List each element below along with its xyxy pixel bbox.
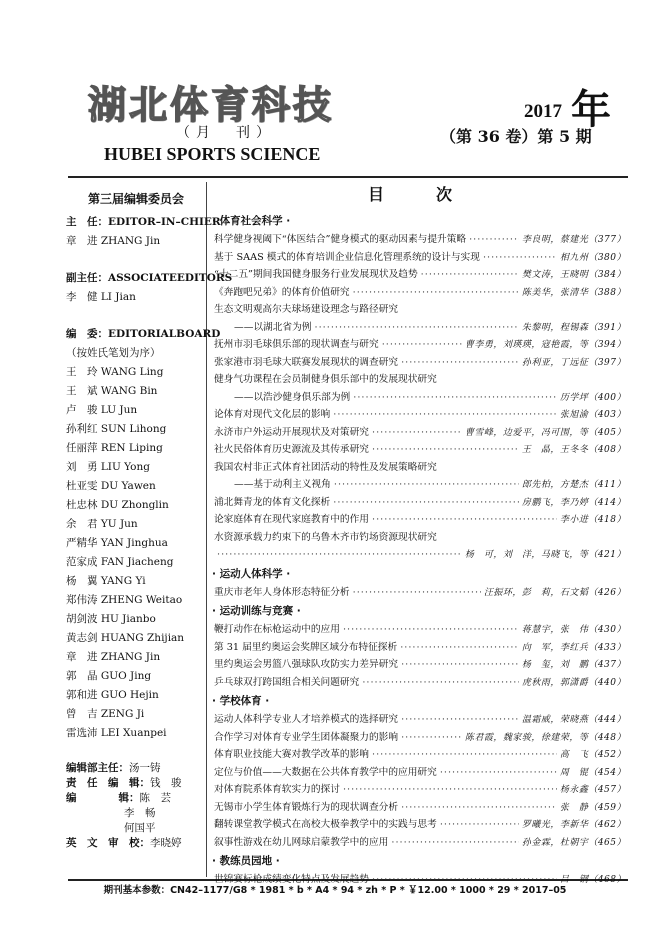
toc-entry[interactable]: [212, 336, 626, 354]
toc-entry-authors-page: 张旭渝（403）: [559, 410, 626, 420]
board-member: 胡剑波 HU Jianbo: [66, 613, 156, 625]
board-member: 杜忠林 DU Zhonglin: [66, 499, 169, 511]
toc-section-heading: · 教练员园地 ·: [212, 855, 280, 867]
toc-entry[interactable]: [212, 354, 626, 372]
toc-entry-title: 论体育对现代文化层的影响: [214, 409, 331, 420]
toc-entry-title: 第 31 届里约奥运会奖牌区域分布特征探析: [214, 641, 398, 653]
board-member: 杨 翼 YANG Yi: [66, 575, 146, 587]
staff-row: [66, 821, 206, 836]
toc-title: 目 次: [367, 185, 470, 204]
toc-entry-authors-page: 相九州（380）: [559, 252, 626, 263]
toc-entry-title: 《奔跑吧兄弟》的体育价值研究: [214, 286, 350, 298]
toc-entry-authors-page: 张 静（459）: [559, 802, 626, 813]
dot-leader: [483, 249, 557, 267]
dot-leader: [401, 711, 519, 729]
staff-role: 编 辑：: [66, 792, 140, 804]
toc-entry[interactable]: [212, 781, 626, 799]
chief-label: 主 任：EDITOR–IN–CHIER: [66, 216, 221, 228]
journal-title-cn: 湖北体育科技: [88, 83, 335, 127]
toc-entry-title-line: 水资源承载力约束下的乌鲁木齐市钓场资源现状研究: [214, 531, 437, 543]
board-member: 郭和进 GUO Hejin: [66, 689, 159, 701]
staff-role: 英 文 审 校：: [66, 837, 150, 849]
dot-leader: [334, 476, 519, 494]
toc-entry-title: 抚州市羽毛球俱乐部的现状调查与研究: [214, 339, 379, 350]
board-member: 王 斌 WANG Bin: [66, 385, 158, 397]
toc-entry[interactable]: [212, 729, 626, 747]
staff-row: [66, 761, 206, 776]
toc-entry-title: ——以湖北省为例: [234, 321, 312, 333]
toc-entry-title: 翻转课堂教学模式在高校大极拳教学中的实践与思考: [214, 819, 437, 830]
dot-leader: [333, 494, 519, 512]
table-of-contents: [212, 180, 626, 889]
chief-name: 章 进 ZHANG Jin: [66, 235, 161, 247]
dot-leader: [469, 231, 519, 249]
dot-leader: [421, 266, 519, 284]
toc-entry-title: 重庆市老年人身体形态特征分析: [214, 586, 350, 598]
toc-entry[interactable]: [212, 266, 626, 284]
dot-leader: [353, 389, 557, 407]
journal-frequency: （月 刊）: [176, 125, 276, 141]
toc-entry[interactable]: [212, 764, 626, 782]
toc-entry[interactable]: [212, 424, 626, 442]
board-member: 郑伟涛 ZHENG Weitao: [66, 594, 183, 606]
board-member: 任丽萍 REN Liping: [66, 442, 163, 454]
dot-leader: [440, 764, 557, 782]
toc-entry[interactable]: [212, 511, 626, 529]
dot-leader: [362, 674, 519, 692]
board-member: 郭 晶 GUO Jing: [66, 670, 152, 682]
toc-section-heading: · 体育社会科学 ·: [212, 215, 291, 227]
associate-label: 副主任：ASSOCIATEEDITORS: [66, 272, 233, 284]
toc-entry-title: 对体育院系体育软实力的探讨: [214, 784, 340, 795]
dot-leader: [382, 336, 462, 354]
toc-entry-authors-page: 陈美华，张清华（388）: [521, 287, 626, 298]
board-member: 王 玲 WANG Ling: [66, 366, 164, 378]
toc-entry-title: 永济市户外运动开展现状及对策研究: [214, 426, 369, 438]
journal-title-en: HUBEI SPORTS SCIENCE: [104, 144, 321, 164]
toc-entry-authors-page: 朱黎明，程锡森（391）: [521, 322, 626, 333]
toc-entry-authors-page: 杨 可，刘 洋，马晓飞，等（421）: [464, 550, 626, 560]
toc-entry-authors-page: 虎秋雨，郭潇爵（440）: [521, 677, 626, 688]
staff-name: 汤一铸: [129, 762, 161, 774]
toc-entry-authors-page: 房鹏飞，李乃婷（414）: [521, 497, 626, 508]
toc-entry-title: 浦北舞青龙的体育文化探析: [214, 496, 331, 508]
toc-entry-authors-page: 陈君霞，魏家骏，徐建荣，等（448）: [464, 732, 626, 743]
toc-entry-authors-page: 杨 玺，刘 鹏（437）: [521, 660, 626, 670]
toc-entry[interactable]: [212, 639, 626, 657]
toc-entry-authors-page: 杨永鑫（457）: [559, 785, 626, 795]
dot-leader: [400, 639, 519, 657]
dot-leader: [401, 656, 519, 674]
toc-entry[interactable]: [212, 584, 626, 602]
toc-entry[interactable]: [212, 249, 626, 267]
toc-entry-title: 无锡市小学生体育锻炼行为的现状调查分析: [214, 801, 399, 813]
toc-entry-title: 体育职业技能大赛对教学改革的影响: [214, 749, 369, 760]
toc-entry-authors-page: 温霜威，荣晓燕（444）: [521, 715, 626, 725]
toc-entry[interactable]: [212, 389, 626, 407]
toc-entry[interactable]: [212, 799, 626, 817]
toc-body: [212, 211, 626, 889]
toc-entry-title-line: 我国农村非正式体育社团活动的特性及发展策略研究: [214, 461, 437, 473]
dot-leader: [315, 319, 519, 337]
staff-name: 李晓婷: [150, 837, 182, 849]
issue-year: 2017: [524, 101, 562, 122]
staff-row: [66, 776, 206, 791]
toc-entry-authors-page: 罗曦光，李新华（462）: [521, 820, 626, 830]
toc-entry[interactable]: [212, 746, 626, 764]
dot-leader: [401, 354, 519, 372]
toc-entry-title: ——基于动利主义视角: [234, 479, 331, 490]
toc-entry-title: 里约奥运会男篮八强球队攻防实力差异研究: [214, 659, 399, 670]
toc-entry-authors-page: 蒋慧宇，张 伟（430）: [521, 625, 626, 635]
dot-leader: [353, 284, 519, 302]
staff-name: 陈 芸: [139, 792, 171, 804]
staff-row: [66, 836, 206, 851]
toc-entry[interactable]: [212, 319, 626, 337]
editorial-committee: [66, 190, 233, 851]
toc-entry[interactable]: [212, 406, 626, 424]
board-member-list: [66, 363, 206, 743]
toc-entry-authors-page: 郎先柏，方楚杰（411）: [521, 480, 626, 490]
board-member: 孙利红 SUN Lihong: [66, 423, 167, 435]
column-divider: [206, 182, 207, 877]
dot-leader: [401, 729, 462, 747]
dot-leader: [372, 511, 557, 529]
board-member: 曾 吉 ZENG Ji: [66, 708, 145, 720]
toc-entry[interactable]: [212, 711, 626, 729]
journal-parameters: 期刊基本参数：CN42–1177/G8 * 1981 * b * A4 * 94 * zh * P * ￥12.00 * 1000 * 29 * 2017–05: [103, 885, 567, 896]
top-rule: [68, 176, 628, 178]
toc-entry-authors-page: 李良明，蔡建光（377）: [521, 235, 626, 245]
toc-entry-title: 定位与价值——大数据在公共体育教学中的应用研究: [214, 766, 437, 778]
toc-entry[interactable]: [212, 834, 626, 852]
toc-entry-authors-page: 吕 钢（468）: [559, 875, 626, 885]
toc-entry[interactable]: [212, 231, 626, 249]
toc-entry-authors-page: 高 飞（452）: [559, 750, 626, 760]
toc-entry-authors-page: 曹雪峰，边爱平，冯可围，等（405）: [464, 427, 626, 438]
board-member: 刘 勇 LIU Yong: [66, 461, 150, 473]
toc-entry-authors-page: 汪振环，彭 莉，石文韬（426）: [483, 587, 626, 598]
dot-leader: [440, 816, 519, 834]
staff-role: 编辑部主任：: [66, 762, 129, 774]
toc-entry[interactable]: [212, 441, 626, 459]
board-member: 雷选沛 LEI Xuanpei: [66, 727, 167, 739]
toc-entry-authors-page: 李小进（418）: [559, 515, 626, 525]
staff-name: 李 畅: [124, 807, 156, 819]
toc-entry[interactable]: [212, 546, 626, 564]
toc-entry[interactable]: [212, 494, 626, 512]
toc-entry-title-line: 健身气功课程在会员制健身俱乐部中的发展现状研究: [214, 374, 437, 385]
board-member: 黄志剑 HUANG Zhijian: [66, 632, 185, 644]
dot-leader: [353, 584, 481, 602]
staff-row: [66, 791, 206, 806]
toc-section-heading: · 运动训练与竞赛 ·: [212, 605, 301, 617]
board-member: 卢 骏 LU Jun: [66, 404, 138, 416]
staff-list: [66, 761, 206, 851]
board-note: （按姓氏笔划为序）: [66, 347, 161, 359]
toc-entry-title: 叙事性游戏在幼儿网球启蒙教学中的应用: [214, 836, 389, 848]
toc-entry-authors-page: 历学坪（400）: [559, 392, 626, 403]
toc-entry-authors-page: 孙利亚，丁远征（397）: [521, 357, 626, 368]
board-label: 编 委：EDITORIALBOARD: [66, 328, 221, 340]
toc-entry[interactable]: [212, 476, 626, 494]
toc-entry-authors-page: 向 军，李红兵（433）: [521, 642, 626, 653]
toc-entry-authors-page: 孙金霖，杜朝宇（465）: [521, 837, 626, 848]
dot-leader: [372, 746, 557, 764]
toc-entry-authors-page: 曹李勇，刘瑛瑛，寇艳霞，等（394）: [464, 340, 626, 350]
toc-entry-authors-page: 周 锟（454）: [559, 767, 626, 778]
dot-leader: [217, 546, 462, 564]
issue-year-char: 年: [571, 86, 611, 133]
staff-name: 何国平: [124, 822, 156, 834]
associate-name: 李 健 LI Jian: [66, 291, 136, 303]
toc-entry[interactable]: [212, 284, 626, 302]
staff-name: 钱 骏: [150, 777, 182, 789]
toc-entry-title: 运动人体科学专业人才培养模式的选择研究: [214, 714, 399, 725]
toc-entry-title: 张家港市羽毛球大联赛发展现状的调查研究: [214, 356, 399, 368]
toc-entry-title-line: 生态文明观高尔夫球场建设理念与路径研究: [214, 304, 399, 315]
dot-leader: [333, 406, 557, 424]
toc-entry-title: 乒乓球双打跨国组合相关问题研究: [214, 676, 360, 688]
board-member: 杜亚雯 DU Yawen: [66, 480, 156, 492]
dot-leader: [372, 441, 519, 459]
toc-entry[interactable]: [212, 656, 626, 674]
toc-entry-title: 社火民俗体育历史源流及其传承研究: [214, 444, 369, 455]
staff-row: [66, 806, 206, 821]
toc-entry-title: 鞭打动作在标枪运动中的应用: [214, 624, 340, 635]
toc-entry[interactable]: [212, 816, 626, 834]
toc-entry-title: 基于 SAAS 模式的体育培训企业信息化管理系统的设计与实现: [214, 251, 480, 263]
dot-leader: [401, 799, 557, 817]
toc-entry-title: 科学健身视阈下“体医结合”健身模式的驱动因素与提升策略: [214, 234, 467, 245]
toc-entry-authors-page: 樊文涛，王晓明（384）: [521, 270, 626, 280]
toc-entry-authors-page: 王 晶，王冬冬（408）: [521, 445, 626, 455]
board-member: 严精华 YAN Jinghua: [66, 537, 168, 549]
toc-entry-title: ——以浩沙健身俱乐部为例: [234, 391, 351, 403]
toc-section-heading: · 学校体育 ·: [212, 695, 270, 707]
toc-entry[interactable]: [212, 621, 626, 639]
dot-leader: [372, 424, 462, 442]
toc-entry-title: “十二五”期间我国健身服务行业发展现状及趋势: [214, 269, 418, 280]
staff-role: 责 任 编 辑：: [66, 777, 150, 789]
toc-entry-title: 论家庭体育在现代家庭教育中的作用: [214, 514, 369, 525]
dot-leader: [343, 621, 519, 639]
board-member: 章 进 ZHANG Jin: [66, 651, 161, 663]
toc-entry[interactable]: [212, 674, 626, 692]
committee-title: 第三届编辑委员会: [87, 192, 184, 206]
toc-entry-title: 世锦赛标枪成绩变化特点及发展趋势: [214, 874, 369, 885]
toc-entry-title: 合作学习对体育专业学生团体凝聚力的影响: [214, 731, 399, 743]
toc-section-heading: · 运动人体科学 ·: [212, 567, 291, 580]
dot-leader: [391, 834, 518, 852]
volume-issue: （第 36 卷）第 5 期: [440, 127, 592, 146]
board-member: 范家成 FAN Jiacheng: [66, 556, 174, 568]
dot-leader: [343, 781, 557, 799]
board-member: 余 君 YU Jun: [66, 518, 138, 530]
